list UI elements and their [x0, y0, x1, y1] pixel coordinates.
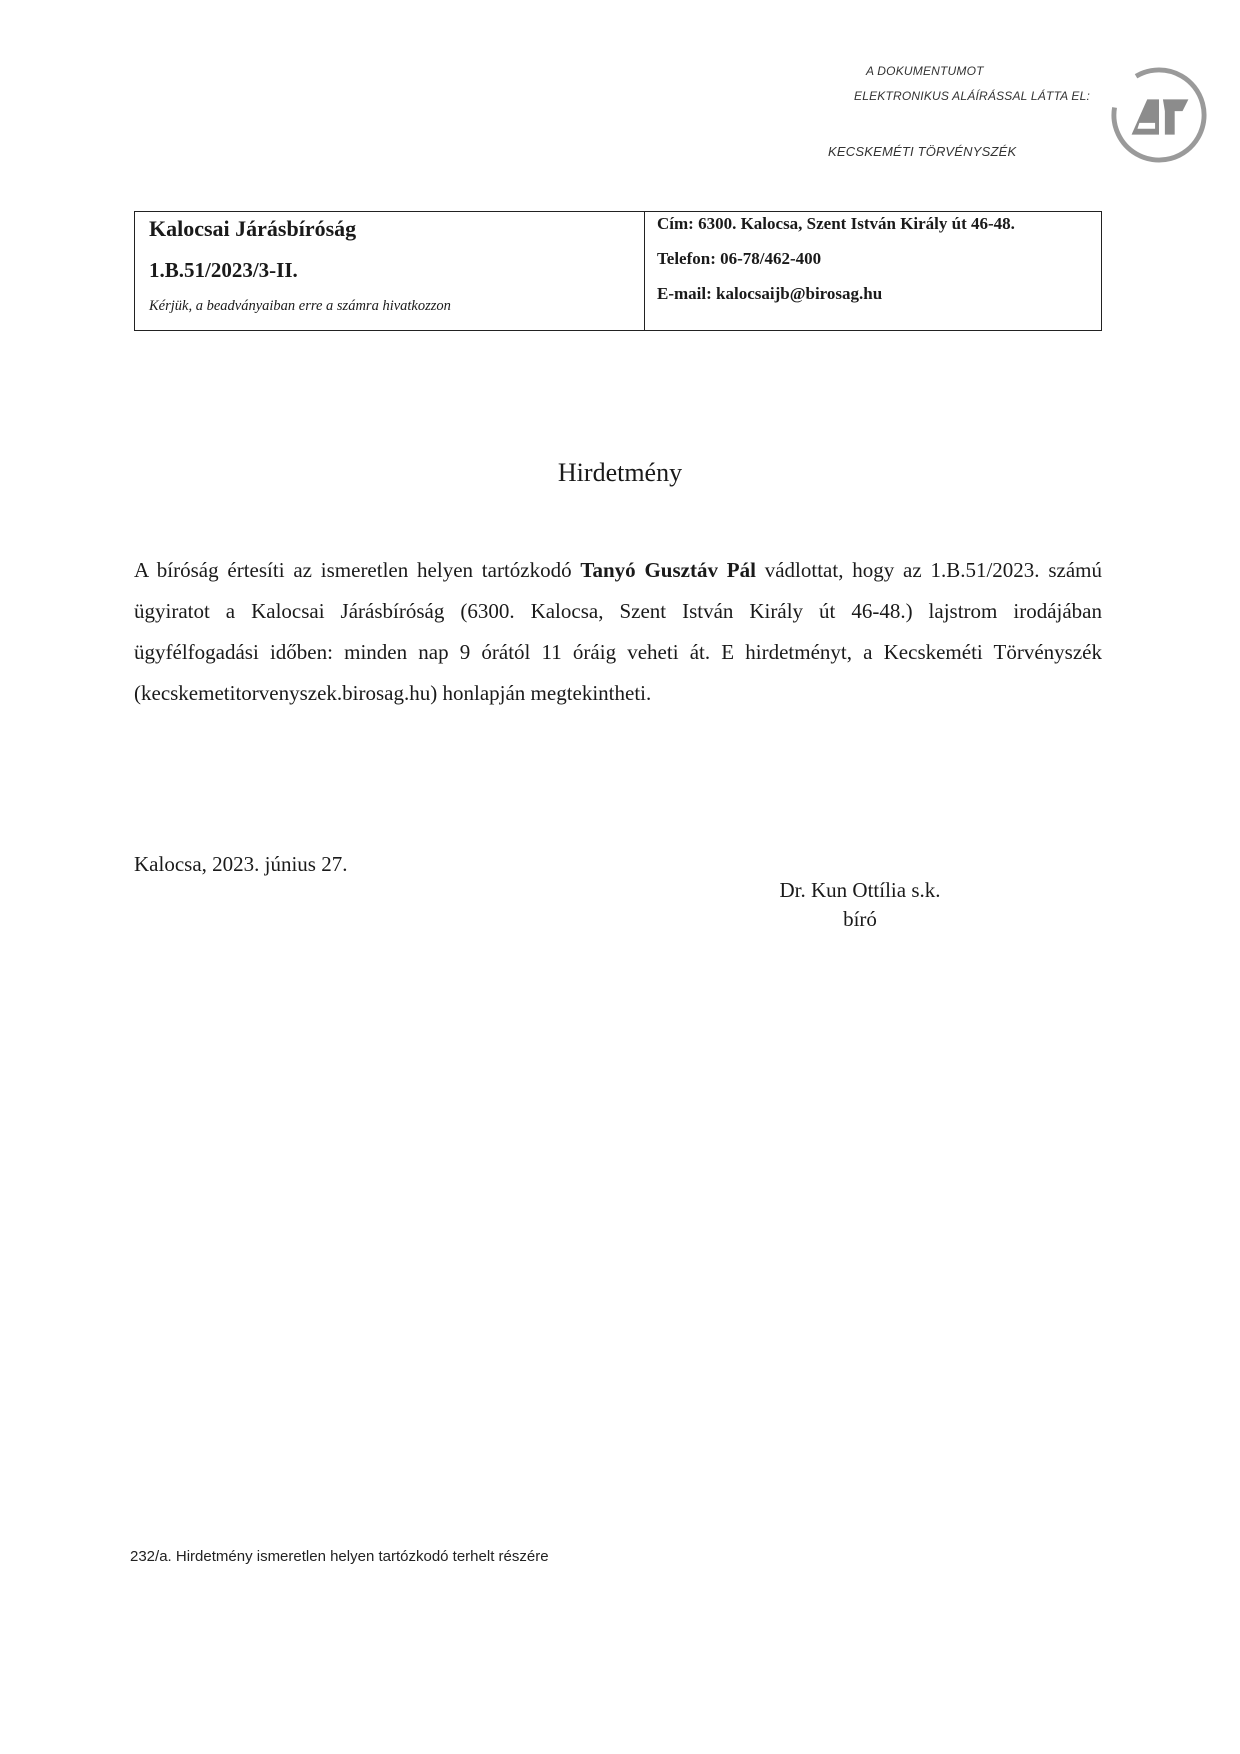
signer-name: Dr. Kun Ottília s.k.	[779, 878, 941, 902]
stamp-issuer: KECSKEMÉTI TÖRVÉNYSZÉK	[828, 144, 1017, 159]
signer-role: bíró	[843, 907, 877, 931]
document-date: Kalocsa, 2023. június 27.	[134, 852, 348, 876]
notice-text-before: A bíróság értesíti az ismeretlen helyen tartózkodó	[134, 558, 581, 582]
court-seal-icon	[1110, 66, 1208, 164]
defendant-name: Tanyó Gusztáv Pál	[580, 558, 756, 582]
case-number: 1.B.51/2023/3-II.	[149, 258, 298, 282]
notice-text-after: vádlottat, hogy az 1.B.51/2023. számú ügyiratot a Kalocsai Járásbíróság (6300. Kalocsa, Szent István Király út 46-48.) lajstrom irodájában ügyfélfogadási időben: minden nap 9 órától 11 óráig veheti át. E hirdetményt, a Kecskeméti Törvényszék (kecskemetitorvenyszek.birosag.hu) honlapján megtekintheti.	[134, 558, 1102, 705]
header-contact-cell	[645, 212, 1101, 330]
header-table	[134, 211, 1102, 331]
signature-block	[740, 876, 980, 934]
header-court-cell	[135, 212, 645, 330]
notice-body	[134, 550, 1102, 714]
reference-note: Kérjük, a beadványaiban erre a számra hivatkozzon	[149, 298, 451, 314]
court-email: E-mail: kalocsaijb@birosag.hu	[657, 284, 883, 303]
court-phone: Telefon: 06-78/462-400	[657, 249, 822, 268]
form-footer-note: 232/a. Hirdetmény ismeretlen helyen tartózkodó terhelt részére	[130, 1548, 549, 1565]
stamp-line-2: ELEKTRONIKUS ALÁÍRÁSSAL LÁTTA EL:	[854, 89, 1091, 103]
court-address: Cím: 6300. Kalocsa, Szent István Király út 46-48.	[657, 214, 1015, 233]
court-name: Kalocsai Járásbíróság	[149, 216, 357, 241]
stamp-line-1: A DOKUMENTUMOT	[866, 64, 984, 78]
notice-title: Hirdetmény	[557, 458, 683, 487]
